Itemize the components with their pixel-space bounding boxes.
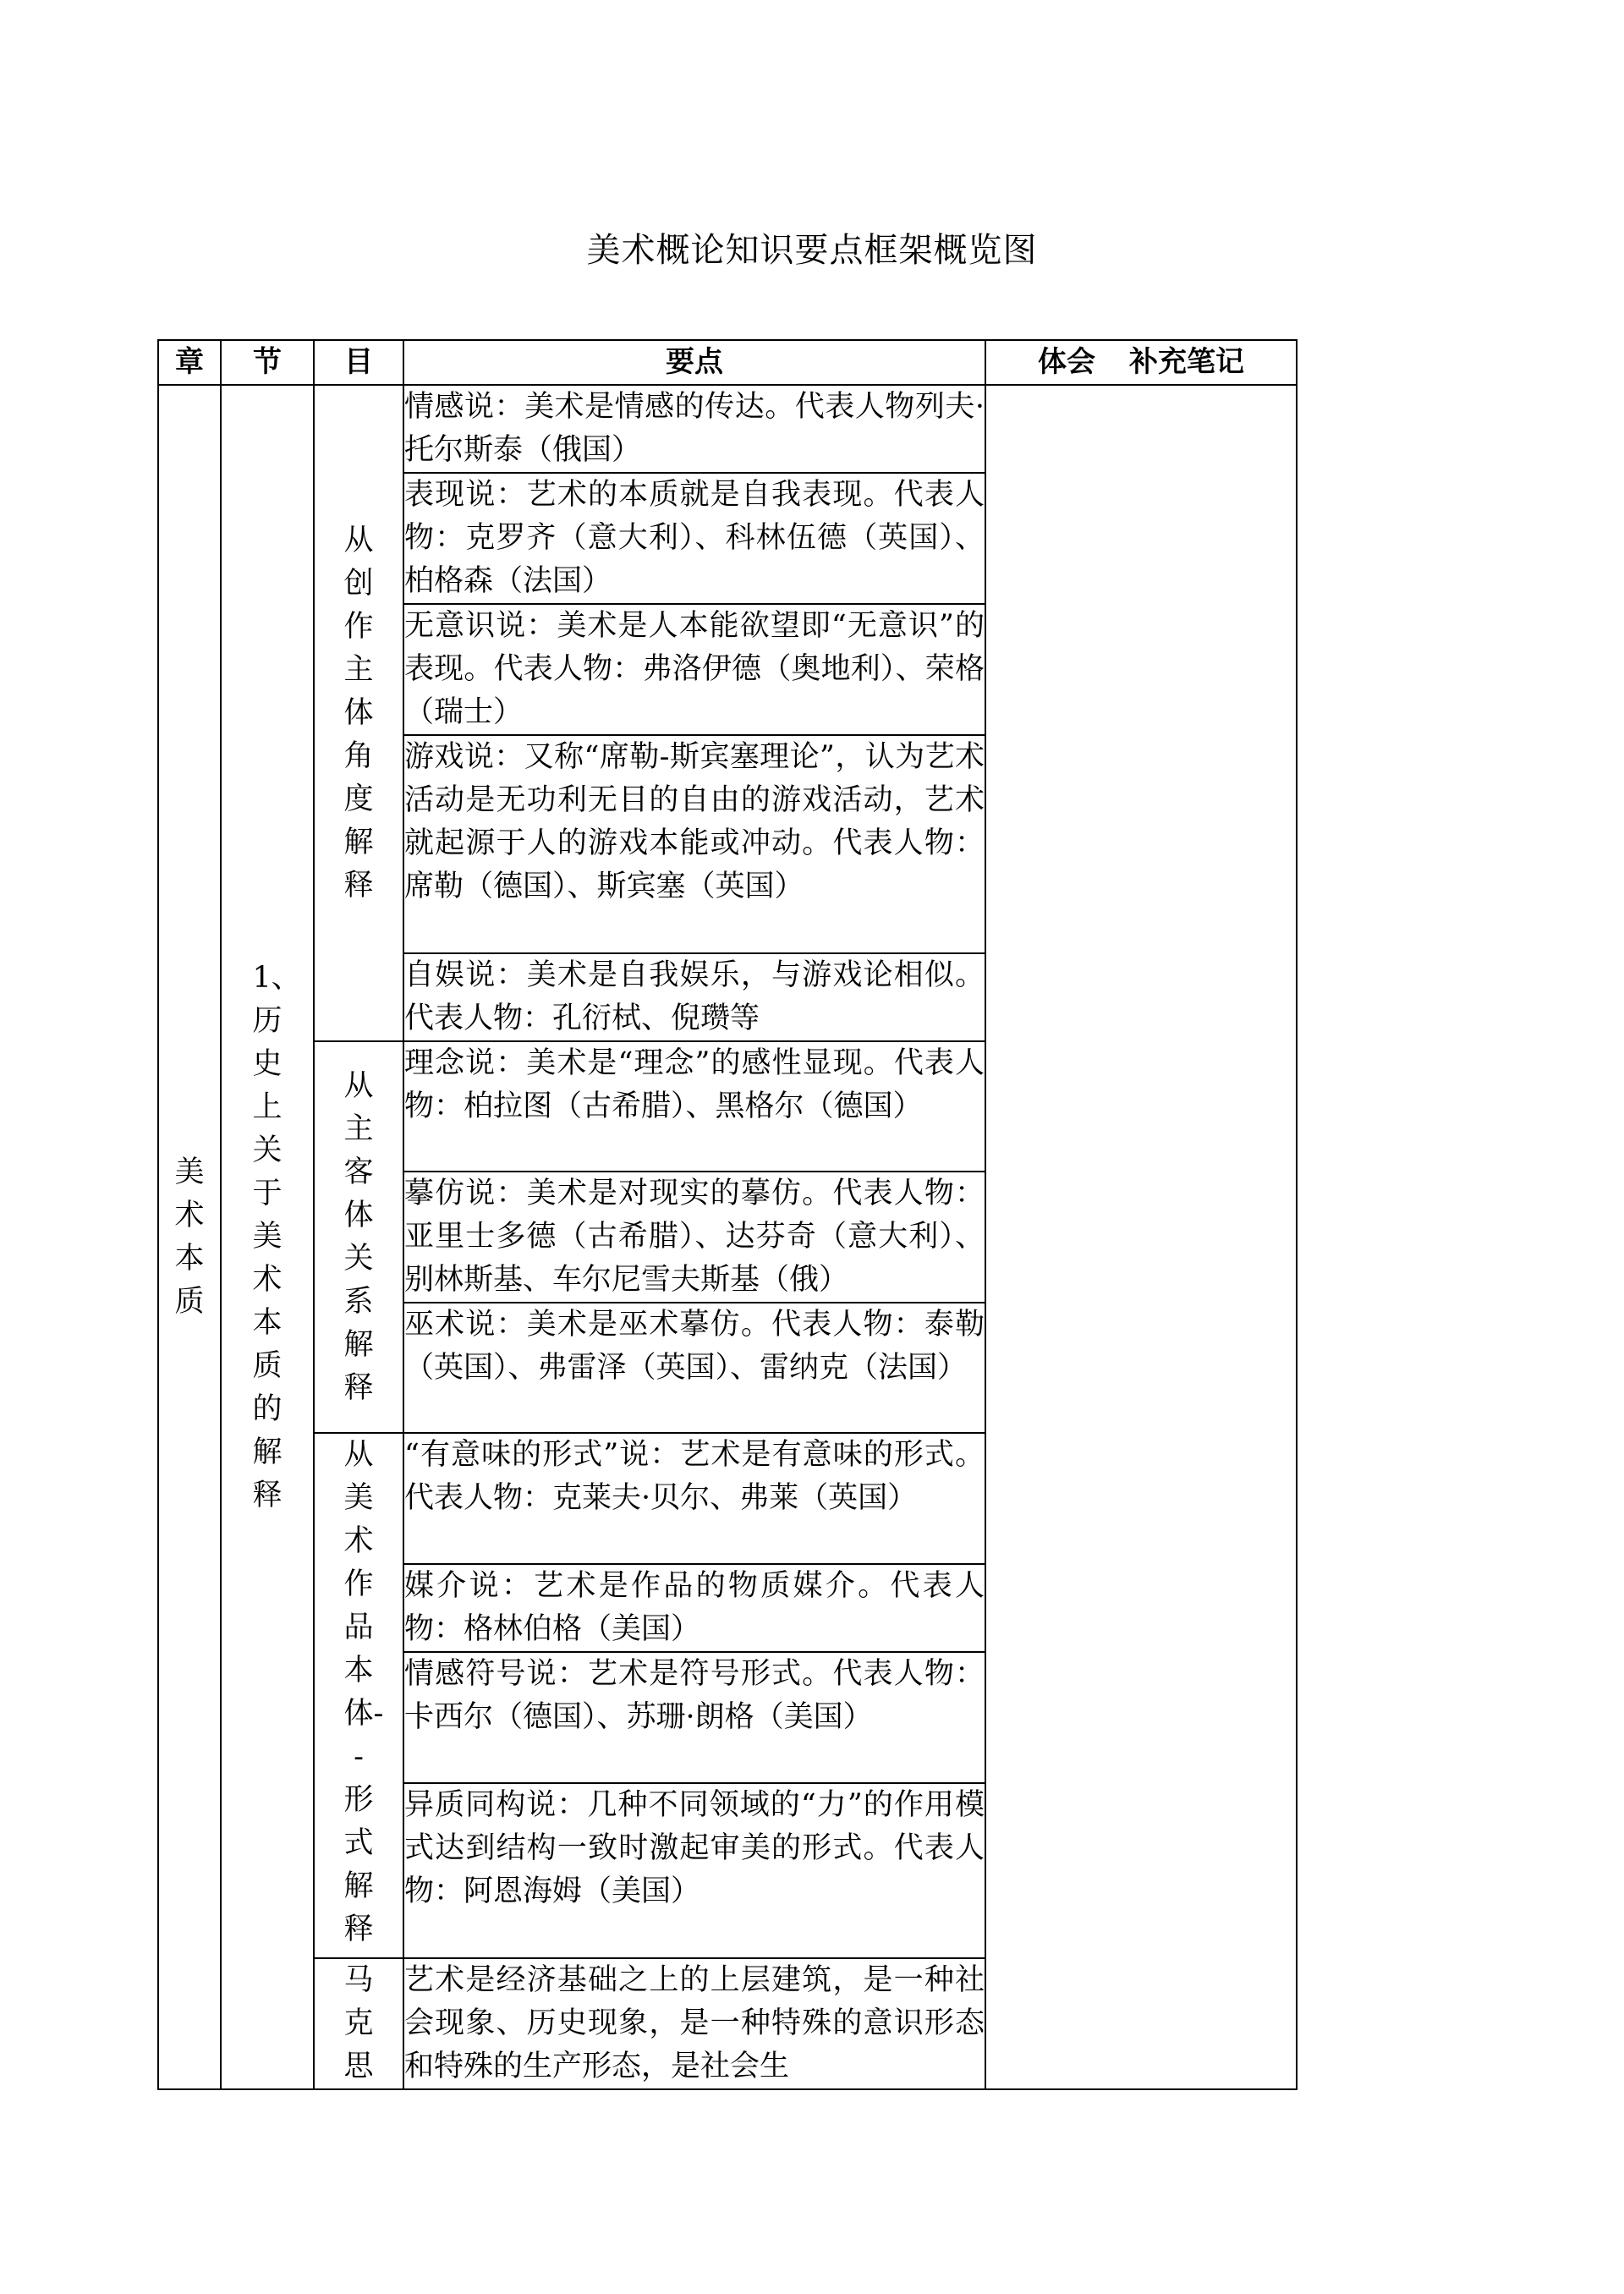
item-cell xyxy=(314,385,403,1041)
point-cell: 自娱说：美术是自我娱乐，与游戏论相似。代表人物：孔衍栻、倪瓒等 xyxy=(403,953,985,1041)
table-header-row xyxy=(158,340,1297,385)
point-cell: 艺术是经济基础之上的上层建筑，是一种社会现象、历史现象，是一种特殊的意识形态和特殊的生产形态，是社会生 xyxy=(403,1958,985,2089)
item-label: 从创作主体角度解释 xyxy=(343,523,374,903)
chapter-cell xyxy=(158,385,221,2089)
chapter-label: 美术本质 xyxy=(174,1155,205,1319)
item-cell xyxy=(314,1958,403,2089)
point-cell: 情感说：美术是情感的传达。代表人物列夫·托尔斯泰（俄国） xyxy=(403,385,985,473)
point-cell: 媒介说：艺术是作品的物质媒介。代表人物：格林伯格（美国） xyxy=(403,1564,985,1652)
point-cell: 游戏说：又称“席勒-斯宾塞理论”，认为艺术活动是无功利无目的自由的游戏活动，艺术就起源于人的游戏本能或冲动。代表人物：席勒（德国）、斯宾塞（英国） xyxy=(403,735,985,953)
item-cell xyxy=(314,1041,403,1433)
section-cell xyxy=(221,385,314,2089)
header-chapter: 章 xyxy=(158,340,221,385)
item-label: 从美术作品本体--形式解释 xyxy=(343,1438,384,1946)
page-title: 美术概论知识要点框架概览图 xyxy=(586,231,1038,270)
point-cell: 理念说：美术是“理念”的感性显现。代表人物：柏拉图（古希腊）、黑格尔（德国） xyxy=(403,1041,985,1172)
point-cell: 表现说：艺术的本质就是自我表现。代表人物：克罗齐（意大利）、科林伍德（英国）、柏格森（法国） xyxy=(403,473,985,604)
item-cell xyxy=(314,1433,403,1958)
table-row xyxy=(158,385,1297,473)
point-cell: 情感符号说：艺术是符号形式。代表人物：卡西尔（德国）、苏珊·朗格（美国） xyxy=(403,1652,985,1783)
header-points: 要点 xyxy=(403,340,985,385)
knowledge-outline-table xyxy=(157,339,1298,2090)
point-cell: “有意味的形式”说：艺术是有意味的形式。代表人物：克莱夫·贝尔、弗莱（英国） xyxy=(403,1433,985,1564)
point-cell: 无意识说：美术是人本能欲望即“无意识”的表现。代表人物：弗洛伊德（奥地利）、荣格（瑞士） xyxy=(403,604,985,735)
item-label: 马克思 xyxy=(343,1963,374,2083)
header-item: 目 xyxy=(314,340,403,385)
point-cell: 摹仿说：美术是对现实的摹仿。代表人物：亚里士多德（古希腊）、达芬奇（意大利）、别林斯基、车尔尼雪夫斯基（俄） xyxy=(403,1172,985,1303)
point-cell: 巫术说：美术是巫术摹仿。代表人物：泰勒（英国）、弗雷泽（英国）、雷纳克（法国） xyxy=(403,1303,985,1433)
header-notes-supplement: 补充笔记 xyxy=(1129,345,1244,379)
point-cell: 异质同构说：几种不同领域的“力”的作用模式达到结构一致时激起审美的形式。代表人物：阿恩海姆（美国） xyxy=(403,1783,985,1958)
item-label: 从主客体关系解释 xyxy=(343,1068,374,1405)
section-label: 1、历史上关于美术本质的解释 xyxy=(252,961,301,1512)
notes-cell xyxy=(985,385,1297,2089)
header-section: 节 xyxy=(221,340,314,385)
header-notes xyxy=(985,340,1297,385)
header-notes-reflection: 体会 xyxy=(1038,345,1095,379)
